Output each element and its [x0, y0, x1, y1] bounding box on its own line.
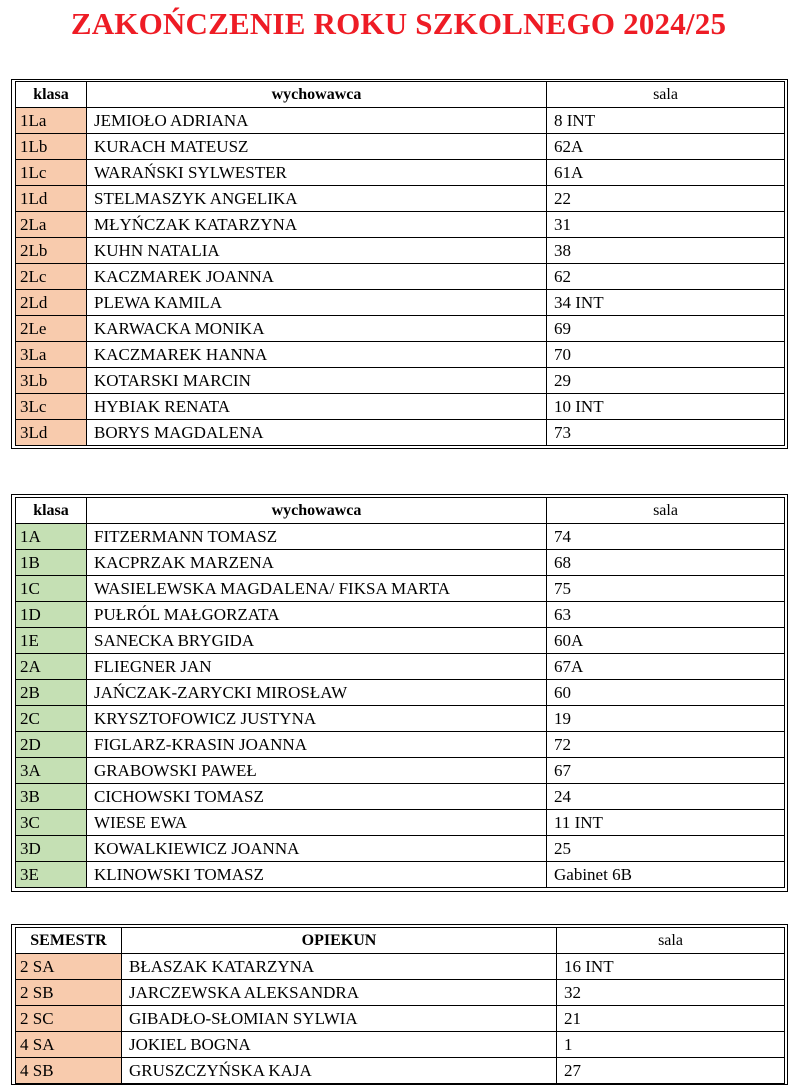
cell-wychowawca: KACPRZAK MARZENA [87, 550, 547, 576]
cell-klasa: 1La [16, 108, 87, 134]
table-row [16, 628, 785, 654]
header-wychowawca: wychowawca [87, 498, 547, 524]
header-opiekun: OPIEKUN [122, 928, 557, 954]
cell-klasa: 2Le [16, 316, 87, 342]
header-klasa: klasa [16, 498, 87, 524]
table-row [16, 316, 785, 342]
cell-wychowawca: FITZERMANN TOMASZ [87, 524, 547, 550]
cell-klasa: 3B [16, 784, 87, 810]
table-1-body [16, 108, 785, 446]
table-row [16, 420, 785, 446]
table-row [16, 810, 785, 836]
table-row [16, 836, 785, 862]
cell-klasa: 3D [16, 836, 87, 862]
cell-klasa: 2Ld [16, 290, 87, 316]
cell-klasa: 3E [16, 862, 87, 888]
table-row [16, 862, 785, 888]
cell-klasa: 2La [16, 212, 87, 238]
table-row [16, 1006, 785, 1032]
cell-wychowawca: JAŃCZAK-ZARYCKI MIROSŁAW [87, 680, 547, 706]
table-row [16, 732, 785, 758]
table-row [16, 602, 785, 628]
table-row [16, 290, 785, 316]
cell-klasa: 1D [16, 602, 87, 628]
cell-wychowawca: KUHN NATALIA [87, 238, 547, 264]
header-wychowawca: wychowawca [87, 82, 547, 108]
cell-sala: 60 [547, 680, 785, 706]
cell-sala: 16 INT [557, 954, 785, 980]
cell-wychowawca: MŁYŃCZAK KATARZYNA [87, 212, 547, 238]
cell-wychowawca: FLIEGNER JAN [87, 654, 547, 680]
table-row [16, 1032, 785, 1058]
cell-sala: 61A [547, 160, 785, 186]
cell-wychowawca: KARWACKA MONIKA [87, 316, 547, 342]
header-sala: sala [547, 82, 785, 108]
table-row [16, 264, 785, 290]
cell-wychowawca: SANECKA BRYGIDA [87, 628, 547, 654]
header-sala: sala [547, 498, 785, 524]
cell-opiekun: JARCZEWSKA ALEKSANDRA [122, 980, 557, 1006]
table-row [16, 980, 785, 1006]
cell-sala: Gabinet 6B [547, 862, 785, 888]
cell-wychowawca: WIESE EWA [87, 810, 547, 836]
cell-opiekun: GIBADŁO-SŁOMIAN SYLWIA [122, 1006, 557, 1032]
table-1-header-row [16, 82, 785, 108]
cell-sala: 74 [547, 524, 785, 550]
table-1 [15, 81, 785, 446]
cell-wychowawca: KACZMAREK HANNA [87, 342, 547, 368]
cell-semestr: 4 SA [16, 1032, 122, 1058]
cell-sala: 32 [557, 980, 785, 1006]
table-row [16, 186, 785, 212]
cell-sala: 10 INT [547, 394, 785, 420]
header-klasa: klasa [16, 82, 87, 108]
cell-klasa: 3La [16, 342, 87, 368]
cell-sala: 19 [547, 706, 785, 732]
table-row [16, 394, 785, 420]
cell-wychowawca: KRYSZTOFOWICZ JUSTYNA [87, 706, 547, 732]
table-3-header-row [16, 928, 785, 954]
cell-klasa: 1B [16, 550, 87, 576]
page-title: ZAKOŃCZENIE ROKU SZKOLNEGO 2024/25 [70, 6, 727, 41]
table-row [16, 758, 785, 784]
cell-klasa: 1C [16, 576, 87, 602]
cell-klasa: 3Lb [16, 368, 87, 394]
cell-klasa: 1E [16, 628, 87, 654]
cell-sala: 72 [547, 732, 785, 758]
cell-klasa: 3Ld [16, 420, 87, 446]
cell-klasa: 3C [16, 810, 87, 836]
cell-sala: 69 [547, 316, 785, 342]
cell-klasa: 1Ld [16, 186, 87, 212]
cell-wychowawca: KOTARSKI MARCIN [87, 368, 547, 394]
table-2-body [16, 524, 785, 888]
cell-sala: 67A [547, 654, 785, 680]
table-row [16, 654, 785, 680]
cell-sala: 62A [547, 134, 785, 160]
cell-sala: 1 [557, 1032, 785, 1058]
cell-wychowawca: KACZMAREK JOANNA [87, 264, 547, 290]
cell-klasa: 2B [16, 680, 87, 706]
cell-klasa: 1Lb [16, 134, 87, 160]
cell-sala: 67 [547, 758, 785, 784]
cell-wychowawca: STELMASZYK ANGELIKA [87, 186, 547, 212]
cell-sala: 68 [547, 550, 785, 576]
cell-sala: 38 [547, 238, 785, 264]
cell-semestr: 4 SB [16, 1058, 122, 1084]
cell-wychowawca: BORYS MAGDALENA [87, 420, 547, 446]
table-row [16, 784, 785, 810]
cell-wychowawca: WASIELEWSKA MAGDALENA/ FIKSA MARTA [87, 576, 547, 602]
table-row [16, 160, 785, 186]
table-row [16, 134, 785, 160]
table-row [16, 954, 785, 980]
table-row [16, 576, 785, 602]
cell-wychowawca: HYBIAK RENATA [87, 394, 547, 420]
cell-sala: 22 [547, 186, 785, 212]
cell-klasa: 2D [16, 732, 87, 758]
cell-sala: 25 [547, 836, 785, 862]
table-row [16, 342, 785, 368]
cell-semestr: 2 SA [16, 954, 122, 980]
table-3 [15, 927, 785, 1084]
cell-wychowawca: GRABOWSKI PAWEŁ [87, 758, 547, 784]
table-row [16, 680, 785, 706]
cell-opiekun: JOKIEL BOGNA [122, 1032, 557, 1058]
cell-sala: 31 [547, 212, 785, 238]
cell-klasa: 3Lc [16, 394, 87, 420]
cell-klasa: 3A [16, 758, 87, 784]
cell-sala: 60A [547, 628, 785, 654]
cell-wychowawca: PLEWA KAMILA [87, 290, 547, 316]
table-row [16, 368, 785, 394]
cell-sala: 21 [557, 1006, 785, 1032]
table-row [16, 524, 785, 550]
cell-wychowawca: PUŁRÓL MAŁGORZATA [87, 602, 547, 628]
cell-klasa: 2Lb [16, 238, 87, 264]
cell-semestr: 2 SB [16, 980, 122, 1006]
cell-wychowawca: KLINOWSKI TOMASZ [87, 862, 547, 888]
cell-sala: 75 [547, 576, 785, 602]
table-row [16, 108, 785, 134]
table-2 [15, 497, 785, 888]
header-sala: sala [557, 928, 785, 954]
cell-sala: 73 [547, 420, 785, 446]
cell-klasa: 1A [16, 524, 87, 550]
cell-sala: 62 [547, 264, 785, 290]
cell-wychowawca: CICHOWSKI TOMASZ [87, 784, 547, 810]
table-3-body [16, 954, 785, 1084]
cell-sala: 34 INT [547, 290, 785, 316]
cell-sala: 29 [547, 368, 785, 394]
table-row [16, 212, 785, 238]
cell-wychowawca: JEMIOŁO ADRIANA [87, 108, 547, 134]
cell-wychowawca: WARAŃSKI SYLWESTER [87, 160, 547, 186]
cell-opiekun: GRUSZCZYŃSKA KAJA [122, 1058, 557, 1084]
cell-klasa: 2A [16, 654, 87, 680]
table-2-header-row [16, 498, 785, 524]
cell-klasa: 2Lc [16, 264, 87, 290]
cell-sala: 63 [547, 602, 785, 628]
cell-klasa: 2C [16, 706, 87, 732]
header-semestr: SEMESTR [16, 928, 122, 954]
table-row [16, 1058, 785, 1084]
cell-sala: 24 [547, 784, 785, 810]
table-row [16, 238, 785, 264]
table-row [16, 550, 785, 576]
cell-sala: 8 INT [547, 108, 785, 134]
cell-wychowawca: KOWALKIEWICZ JOANNA [87, 836, 547, 862]
table-row [16, 706, 785, 732]
cell-opiekun: BŁASZAK KATARZYNA [122, 954, 557, 980]
cell-sala: 11 INT [547, 810, 785, 836]
cell-sala: 27 [557, 1058, 785, 1084]
cell-wychowawca: KURACH MATEUSZ [87, 134, 547, 160]
cell-semestr: 2 SC [16, 1006, 122, 1032]
cell-klasa: 1Lc [16, 160, 87, 186]
cell-wychowawca: FIGLARZ-KRASIN JOANNA [87, 732, 547, 758]
cell-sala: 70 [547, 342, 785, 368]
